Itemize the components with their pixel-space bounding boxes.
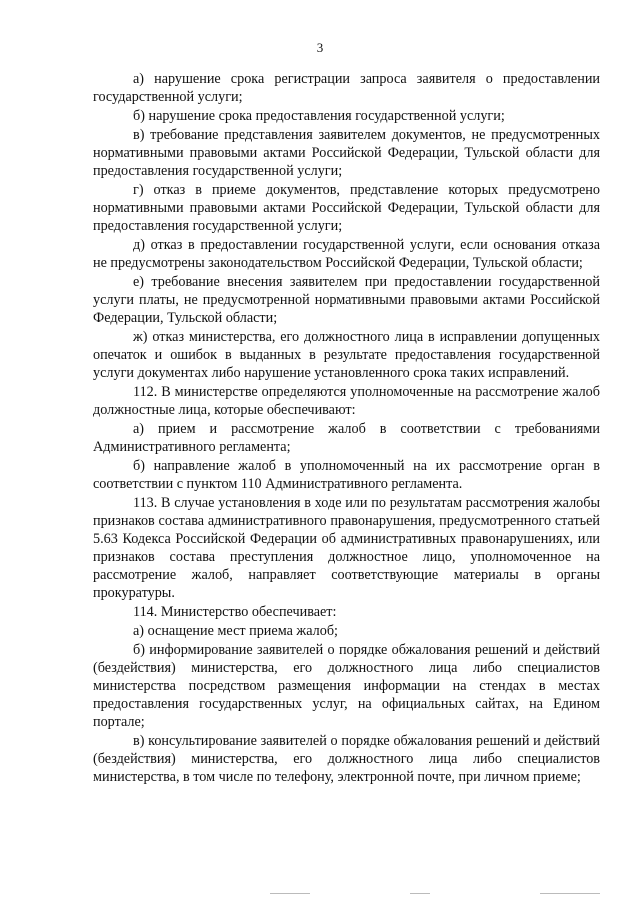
- scan-artifact: [540, 893, 600, 894]
- page-number: 3: [316, 40, 324, 55]
- paragraph-112: 112. В министерстве определяются уполномоченные на рассмотрение жалоб должностные лица, которые обеспечивают:: [93, 384, 600, 418]
- scan-artifact: [410, 893, 430, 894]
- paragraph-d-refusal-service: д) отказ в предоставлении государственной услуги, если основания отказа не предусмотрены законодательством Российской Федерации, Тульской области;: [93, 237, 600, 271]
- paragraph-v-documents: в) требование представления заявителем документов, не предусмотренных нормативными правовыми актами Российской Федерации, Тульской области для предоставления государственной услуги;: [93, 127, 600, 179]
- paragraph-114: 114. Министерство обеспечивает:: [133, 604, 337, 620]
- document-body: [93, 70, 600, 787]
- paragraph-b-deadline: б) нарушение срока предоставления государственной услуги;: [133, 108, 505, 124]
- paragraph-114-v: в) консультирование заявителей о порядке обжалования решений и действий (бездействия) министерства, его должностного лица либо специалистов министерства, в том числе по телефону, электронной почте, при личном приеме;: [93, 733, 600, 785]
- paragraph-a-registration: а) нарушение срока регистрации запроса заявителя о предоставлении государственной услуги;: [93, 71, 600, 105]
- paragraph-112-a: а) прием и рассмотрение жалоб в соответствии с требованиями Административного регламента;: [93, 421, 600, 455]
- paragraph-114-a: а) оснащение мест приема жалоб;: [133, 623, 338, 639]
- paragraph-e-payment: е) требование внесения заявителем при предоставлении государственной услуги платы, не предусмотренной нормативными правовыми актами Российской Федерации, Тульской области;: [93, 274, 600, 326]
- paragraph-114-b: б) информирование заявителей о порядке обжалования решений и действий (бездействия) министерства, его должностного лица либо специалистов министерства посредством размещения информации на стендах в местах предоставления государственных услуг, на официальных сайтах, на Едином портале;: [93, 642, 600, 730]
- paragraph-zh-corrections: ж) отказ министерства, его должностного лица в исправлении допущенных опечаток и ошибок в выданных в результате предоставления государственной услуги документах либо нарушение установленного срока таких исправлений.: [93, 329, 600, 381]
- paragraph-g-refusal-docs: г) отказ в приеме документов, представление которых предусмотрено нормативными правовыми актами Российской Федерации, Тульской области для предоставления государственной услуги;: [93, 182, 600, 234]
- paragraph-113: 113. В случае установления в ходе или по результатам рассмотрения жалобы признаков состава административного правонарушения, предусмотренного статьей 5.63 Кодекса Российской Федерации об административных правонарушениях, или признаков состава преступления должностное лицо, уполномоченное на рассмотрение жалоб, направляет соответствующие материалы в органы прокуратуры.: [93, 495, 600, 601]
- paragraph-112-b: б) направление жалоб в уполномоченный на их рассмотрение орган в соответствии с пунктом 110 Административного регламента.: [93, 458, 600, 492]
- scan-artifact: [270, 893, 310, 894]
